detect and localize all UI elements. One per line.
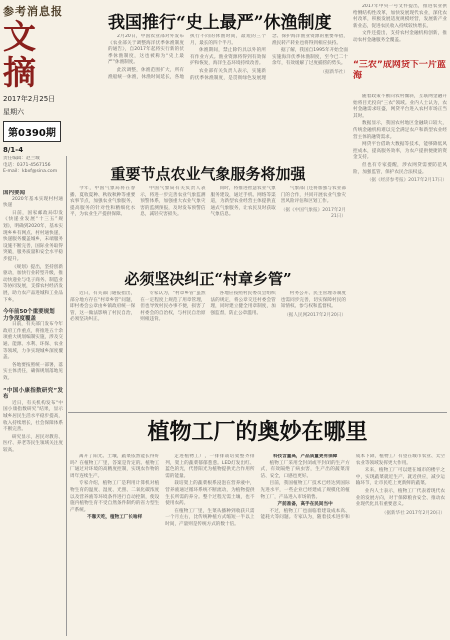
main-article-byline: （据新华社 2017年2月20日） bbox=[381, 510, 445, 516]
main-article-paragraph: 走进植物工厂，一排排栽培架整齐排列，架上的蔬菜郁郁葱葱。LED灯发出红、蓝色的光，代替阳光为植物提供光合作用所需的能量。 bbox=[165, 454, 255, 479]
mid-article-1-paragraph: 中国气象局有关负责人表示，将进一步完善农业气象监测预警体系，加强重大农业气象灾害的监测预报，及时发布预警信息，减轻灾害损失。 bbox=[140, 186, 206, 218]
left-brief-2-title: 今年前50个重要规划 bbox=[3, 309, 55, 316]
main-article-body bbox=[70, 454, 445, 636]
paper-name: 参考消息报 bbox=[3, 5, 63, 18]
page-count: 8/1-4 bbox=[3, 146, 24, 154]
sidebar-highlight-body bbox=[353, 94, 447, 404]
main-article-subheading: 产前准备，高手在民间当中 bbox=[277, 502, 333, 508]
top-article-body bbox=[108, 34, 348, 144]
main-article-paragraph: 离开了阳光、土壤，蔬菜依然能长得好吗？在植物工厂里，答案是肯定的。植物工厂通过对环境的高精度控制，实现农作物的周年连续生产。 bbox=[70, 454, 160, 479]
top-article-paragraph: 2月20日，中国农业部对外发布《农业部关于调整海洋伏季休渔制度的通告》，自2017年起将实行新的伏季休渔制度，这也被称为“史上最严”休渔制度。 bbox=[108, 34, 184, 66]
left-brief-2-paragraph: 各地要按照统一部署，落实主体责任，确保规划落地见效。 bbox=[3, 362, 63, 382]
masthead bbox=[3, 3, 65, 153]
top-article-header bbox=[108, 8, 348, 30]
mid-article-1-paragraph: 气象部门还将加强与农业部门的合作，共同开展农业气象灾害风险评估和区划工作。 bbox=[280, 186, 346, 205]
mid-article-1-byline: （据《中国气象报》2017年2月21日） bbox=[280, 207, 346, 220]
left-brief-paragraph: 2020年基本实现村村通快递 bbox=[3, 196, 63, 209]
left-brief-2-subtitle: 力争深度覆盖 bbox=[3, 315, 37, 322]
left-brief-title: 国内要闻 bbox=[3, 190, 26, 196]
sidebar-highlight-header bbox=[353, 60, 447, 92]
top-article-paragraph: 农业部有关负责人表示，实施新的伏季休渔制度，是贯彻绿色发展理念、保护海洋渔业资源的重要举措，渔民转产转业也将得到相应扶持。 bbox=[190, 34, 348, 81]
masthead-info bbox=[3, 156, 63, 186]
sidebar-intro bbox=[353, 4, 447, 59]
mid-article-1-paragraph: 同时，将推进智慧农业气象服务建设，通过手机、网络等渠道，为新型农业经营主体提供直通式气象服务，让农民及时获取气象信息。 bbox=[210, 186, 276, 218]
main-article-paragraph: 植物工厂采用全封闭或半封闭的生产方式，有效隔绝了病虫害，生产出的蔬菜清洁、安全，口感也更好。 bbox=[260, 460, 350, 479]
sidebar-highlight-paragraph: 随着政策不断向农村倾斜，互联网金融开始将目光投向“三农”领域。业内人士认为，农村金融需求旺盛，网贷平台进入农村市场正当其时。 bbox=[353, 94, 447, 119]
sidebar-highlight-paragraph: 数据显示，我国农村地区金融缺口较大，传统金融机构难以完全满足农户和新型农业经营主体的融资需求。 bbox=[353, 121, 447, 140]
main-article-header bbox=[68, 416, 447, 452]
main-article-paragraph: 栽培架上的蔬菜根系浸泡在营养液中，营养液通过循环系统不断流动，为植物提供生长所需的养分。整个过程无需土壤，也不使用农药。 bbox=[165, 481, 255, 507]
sidebar-paragraph: 文件还提出，支持农村金融机构创新，推动农村金融服务全覆盖。 bbox=[353, 31, 447, 43]
mid-article-1-paragraph: 今年，中国气象局将在春播、夏收夏种、秋收秋种等重要农事节点，加强农业气象服务，提高服务的针对性和精细化水平，为农业生产提供保障。 bbox=[70, 186, 136, 218]
left-brief-2-paragraph: 日前，有关部门发布今年政府工作重点，将推进五十余项重大规划编制实施，涉及交通、能源、水利、环保、农业等领域，力争实现城乡深度覆盖。 bbox=[3, 322, 63, 361]
top-article-byline: （据新华社） bbox=[320, 69, 348, 75]
main-article-subheading: 科技含量高，产品质量更有保障 bbox=[272, 454, 338, 459]
main-article-subheading: 不靠天吃，植物工厂长啥样 bbox=[87, 515, 143, 521]
left-brief-3-paragraph: 近日，有关机构发布“中国小康指数研究”结果，显示城乡居民生活水平稳步提高，收入持续增长，社会保障体系不断完善。 bbox=[3, 400, 63, 433]
sidebar-highlight-title: “三农”成网贷下一片蓝海 bbox=[353, 60, 446, 81]
main-article-paragraph: 在植物工厂里，生菜从播种到收获只需一个月左右，比传统种植方式缩短一半以上时间，产量则是传统方式的数十倍。 bbox=[165, 508, 255, 527]
main-article-paragraph: 专家介绍，植物工厂是利用计算机对植物生育的温度、湿度、光照、二氧化碳浓度以及营养液等环境条件进行自动控制，使设施内植物生育不受自然条件制约的省力型生产系统。 bbox=[70, 481, 160, 513]
mid-article-2-body bbox=[70, 291, 346, 409]
mid-article-2-paragraph: 村务公开、民主管理等制度也需同步完善，切实保障村民的知情权、参与权和监督权。 bbox=[280, 291, 346, 310]
main-article-paragraph: 未来，植物工厂可以建在城市的楼宇之中，实现蔬菜就近生产、就近供应，减少运输环节，让市民吃上更新鲜的蔬菜。 bbox=[355, 468, 445, 487]
masthead-email: E-mail：kbxf@sina.com bbox=[3, 169, 58, 175]
top-article-title: 我国推行“史上最严”休渔制度 bbox=[108, 13, 332, 30]
column-divider bbox=[66, 156, 67, 636]
left-brief-3-paragraph: 研究显示，居民对教育、医疗、养老等民生领域关注度较高。 bbox=[3, 434, 63, 453]
main-article-paragraph: 目前，我国植物工厂技术已经达到国际先进水平，一些企业已经建成了规模化的植物工厂，产品进入市场销售。 bbox=[260, 481, 350, 500]
left-brief-paragraph: 日前，国家邮政局印发《快递业发展“十三五”规划》，明确到2020年，基本实现乡乡有网点、村村通快递，快递服务覆盖城乡，末端服务设施不断完善，国际业务取得突破，服务质量和安全水平稳步提升。 bbox=[3, 210, 63, 262]
issue-date: 2017年2月25日 bbox=[3, 95, 56, 103]
sidebar-highlight-paragraph: 但也有专家提醒，涉农网贷需要防范风险，加强监管，保护农民合法权益。 bbox=[353, 162, 447, 175]
top-article-paragraph: 休渔期间，禁止除钓具以外的所有作业方式。渔业资源将得到有效保护和恢复，海洋生态环境持续改善。 bbox=[190, 48, 266, 67]
masthead-editor: 责任编辑：赵兰城 bbox=[3, 156, 40, 161]
main-article-title: 植物工厂的奥妙在哪里 bbox=[147, 419, 368, 445]
section-title: 文摘 bbox=[3, 17, 36, 92]
mid-article-1-title: 重要节点农业气象服务将加强 bbox=[110, 165, 306, 181]
main-article-paragraph: 业内人士表示，植物工厂代表着现代农业的发展方向，对于保障粮食安全、推动农业现代化具有重要意义。 bbox=[355, 488, 445, 508]
issue-number: 第0390期 bbox=[3, 121, 61, 142]
mid-article-2-paragraph: 专家认为，“村章乡管”虽然在一定程度上规范了用章管理，但也导致村民办事不便，损害了村委会的自治权，与村民自治原则相违背。 bbox=[140, 291, 206, 323]
section-divider bbox=[68, 412, 447, 413]
mid-article-1-body bbox=[70, 186, 346, 252]
left-brief-paragraph: 《规划》提出，坚持创新驱动，加快行业转型升级，推动快递业与电子商务、制造业等协同发展，支撑农村经济发展，助力农产品进城和工业品下乡。 bbox=[3, 264, 63, 303]
mid-article-2-title: 必须坚决纠正“村章乡管” bbox=[124, 270, 292, 286]
top-article-paragraph: 据了解，我国自1995年开始全面实施海洋伏季休渔制度，至今已二十余年，有效缓解了过度捕捞的势头。 bbox=[272, 48, 348, 67]
sidebar-paragraph: 2017年中央一号文件提出，推进农业供给侧结构性改革，加快发展现代农业，深化农村改革，积极发展适度规模经营，发展新产业新业态，促进农民收入持续较快增长。 bbox=[353, 4, 447, 29]
mid-article-2-paragraph: 各地应按照村民委员会组织法的规定，将公章交还村委会管理，同时建立健全用章制度，加强监督，防止公章滥用。 bbox=[210, 291, 276, 316]
sidebar-byline: （据《经济参考报》2017年2月17日） bbox=[366, 178, 447, 184]
mid-article-2-byline: （据人民网2017年2月20日） bbox=[284, 312, 346, 318]
left-brief-3-title: “中国小康指数研究”发布 bbox=[3, 387, 63, 401]
mid-article-1-header bbox=[68, 163, 348, 181]
mid-article-2-paragraph: 近日，有关部门通报指出，部分地方存在“村章乡管”问题，即村委会公章由乡镇政府统一保管，这一做法影响了村民自治，必须坚决纠正。 bbox=[70, 291, 136, 323]
sidebar-highlight-paragraph: 网贷平台借助大数据等技术，能够降低风控成本，提高服务效率，为农户提供便捷的资金支持。 bbox=[353, 142, 447, 161]
issue-weekday: 星期六 bbox=[3, 108, 24, 116]
top-article-paragraph: 此次调整，休渔范围扩大，所有渔船统一休渔，休渔时间延长，各地执行不同的休渔时间，最短的三个月，最长的四个半月。 bbox=[108, 34, 266, 80]
left-briefs bbox=[3, 190, 63, 630]
masthead-phone: 电话：0371-4567156 bbox=[3, 162, 51, 168]
mid-article-2-header bbox=[68, 268, 348, 286]
main-article-paragraph: 不过，植物工厂也面临着建设成本高、能耗大等问题。专家认为，随着技术进步和成本下降，植物工厂有望在城市农业、太空农业等领域发挥更大作用。 bbox=[260, 454, 445, 521]
